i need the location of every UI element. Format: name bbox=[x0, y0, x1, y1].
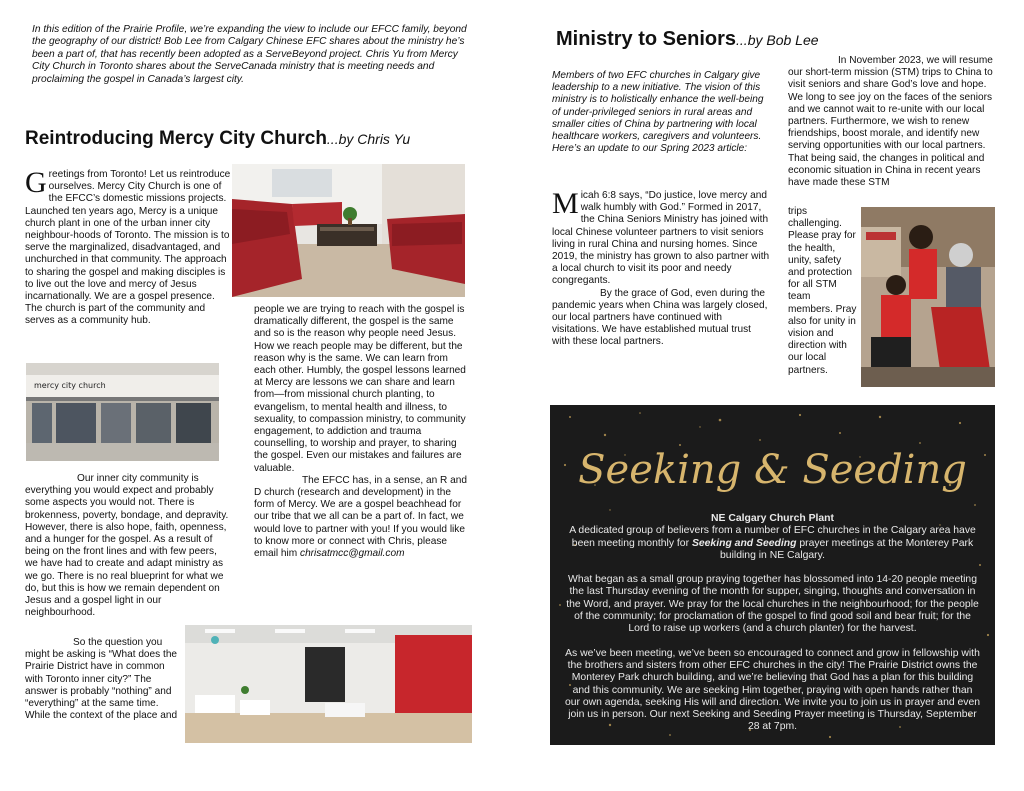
intro-paragraph: In this edition of the Prairie Profile, we’re expanding the view to include our EFCC family, beyond the geography of our district! Bob Lee from Calgary Chinese EFC shares about the ministry he’s been a part of, that has recently been adopted as a ServeBeyond project. Chris Yu from Mercy City Church in Toronto shares about the ServeCanada ministry that is meeting needs and proclaiming the gospel in Canada’s largest city. bbox=[32, 24, 467, 85]
seeking-p3: As we’ve been meeting, we’ve been so encouraged to connect and grow in fellowship with the brothers and sisters from other EFC churches in the city! The Prairie District owns the Monterey Park church building, and we’re believing that God has a plan for this building and this community. We are seeking Him together, praying with open hands rather than our own agenda, seeking His will and direction. We invite you to join us in prayer and even join us in person. Our next Seeking and Seeding Prayer meeting is Thursday, September 28 at 7pm. bbox=[564, 647, 981, 733]
seeking-p1-a: A dedicated group of believers from a number of EFC churches in the Calgary area have been meeting monthly for bbox=[569, 525, 976, 549]
seniors-body-b: By the grace of God, even during the pandemic years when China was largely closed, our local partners have continued with visitations. We have established mutual trust with these local partners. bbox=[552, 287, 768, 348]
mercy-article-title bbox=[25, 128, 495, 150]
worship-hall-photo bbox=[185, 625, 472, 743]
mercy-byline: ...by Chris Yu bbox=[326, 131, 411, 147]
mercy-col1-bottom bbox=[25, 637, 183, 722]
mercy-title-text: Reintroducing Mercy City Church bbox=[25, 128, 327, 149]
seeking-p1-em: Seeking and Seeding bbox=[691, 537, 797, 549]
seeking-seeding-title: Seeking & Seeding bbox=[578, 447, 967, 493]
seniors-dropcap: M bbox=[552, 187, 579, 220]
mercy-col2-text-a: people we are trying to reach with the gospel is dramatically different, the gospel is the same and so is the reason why people need Jesus. How we reach people may be different, but the reason why is the same. We can learn from each other. Humbly, the gospel lessons learned at Mercy are lessons we can share and learn from—from missional church planting, to evangelism, to mental health and illness, to sexuality, to compassion ministry, to community engagement, to addiction and trauma counselling, to worship and prayer, to sharing the gospel. Even our mistakes and failures are valuable. bbox=[254, 304, 466, 474]
mercy-dropcap: G bbox=[25, 166, 47, 199]
mercy-email-link[interactable]: chrisatmcc@gmail.com bbox=[300, 548, 405, 560]
seniors-col2-a: In November 2023, we will resume our short-term mission (STM) trips to China to visit seniors and share God’s love and hope. We long to see joy on the faces of the seniors and we cannot wait to re-unite with our local partners. Furthermore, we wish to renew friendships, boost morale, and identify new serving opportunities with our local partners. That being said, the changes in political and economic situation in China in recent years have made these STM bbox=[788, 55, 993, 189]
seeking-p2: What began as a small group praying together has blossomed into 14-20 people meeting the last Thursday evening of the month for supper, singing, thoughts and conversation in the Word, and prayer. We pray for the local churches in the neighbourhood; for the people of the community; for proclamation of the gospel to find good soil and bear fruit; for the Lord to raise up workers (and a church planter) for the harvest. bbox=[566, 574, 979, 635]
seeking-p1-b: prayer meetings at the Monterey Park building in NE Calgary. bbox=[720, 537, 974, 561]
seniors-col2-b: trips challenging. Please pray for the health, unity, safety and protection for all STM team members. Pray also for unity in vision and direction with our local partners. bbox=[788, 206, 857, 376]
seniors-article-title bbox=[556, 28, 996, 51]
seniors-col1 bbox=[552, 187, 770, 349]
seeking-subtitle: NE Calgary Church Plant bbox=[711, 513, 834, 524]
mercy-col2 bbox=[254, 304, 470, 560]
lounge-photo bbox=[232, 164, 465, 297]
mercy-col1-top bbox=[25, 166, 231, 328]
mercy-col1-lower bbox=[25, 473, 231, 619]
seeking-body bbox=[564, 513, 981, 734]
seniors-visit-photo bbox=[861, 207, 995, 387]
seeking-seeding-panel bbox=[550, 405, 995, 745]
mercy-col2-text-b: The EFCC has, in a sense, an R and D church (research and development) in the form of Mercy. We are a gospel beachhead for our tribe that we all can be a part of. In fact, we would love to partner with you! If you would like to know more or connect with Chris, please email him bbox=[254, 474, 467, 560]
mercy-col1-text-a: reetings from Toronto! Let us reintroduce ourselves. Mercy City Church is one of the EFCC’s domestic missions projects. Launched ten years ago, Mercy is a unique church plant in one of the urban inner city neighbour-hoods of Toronto. The mission is to serve the marginalized, disadvantaged, and unchurched in that community. The approach to sharing the gospel and making disciples is to live out the love and mercy of Jesus incarnationally. We are a gospel presence. The church is part of the community and serves as a community hub. bbox=[25, 169, 231, 327]
mercy-col1-text-b: Our inner city community is everything you would expect and probably some aspects you would not. There is brokenness, poverty, bondage, and depravity. However, there is also hope, faith, openness, and a hunger for the gospel. As a result of being on the front lines and with few peers, we have had to create and adapt ministry as we go. There is no real blueprint for what we do, but this is how we remain dependent on Jesus and a gospel light in our neighbourhood. bbox=[25, 473, 229, 619]
mercy-col1-text-c: So the question you might be asking is “What does the Prairie District have in common with Toronto inner city?” The answer is probably “nothing” and “everything” at the same time. While the context of the place and bbox=[25, 637, 178, 722]
storefront-photo bbox=[26, 363, 219, 461]
storefront-sign-text: mercy city church bbox=[34, 381, 106, 390]
seniors-title-text: Ministry to Seniors bbox=[556, 28, 737, 50]
seniors-intro: Members of two EFC churches in Calgary give leadership to a new initiative. The vision of this ministry is to holistically enhance the well-being of under-privileged seniors in rural areas and smaller cities of China by partnering with local healthcare workers, caregivers and volunteers. Here’s an update to our Spring 2023 article: bbox=[552, 70, 764, 155]
seniors-byline: ...by Bob Lee bbox=[736, 32, 819, 48]
seniors-body-a: icah 6:8 says, “Do justice, love mercy and walk humbly with God.” Formed in 2017, the China Seniors Ministry has joined with local Chinese volunteer partners to visit seniors living in rural China and nursing homes. Since 2019, the ministry has grown to also partner with a local church to visit its poor and needy congregants. bbox=[552, 190, 770, 287]
